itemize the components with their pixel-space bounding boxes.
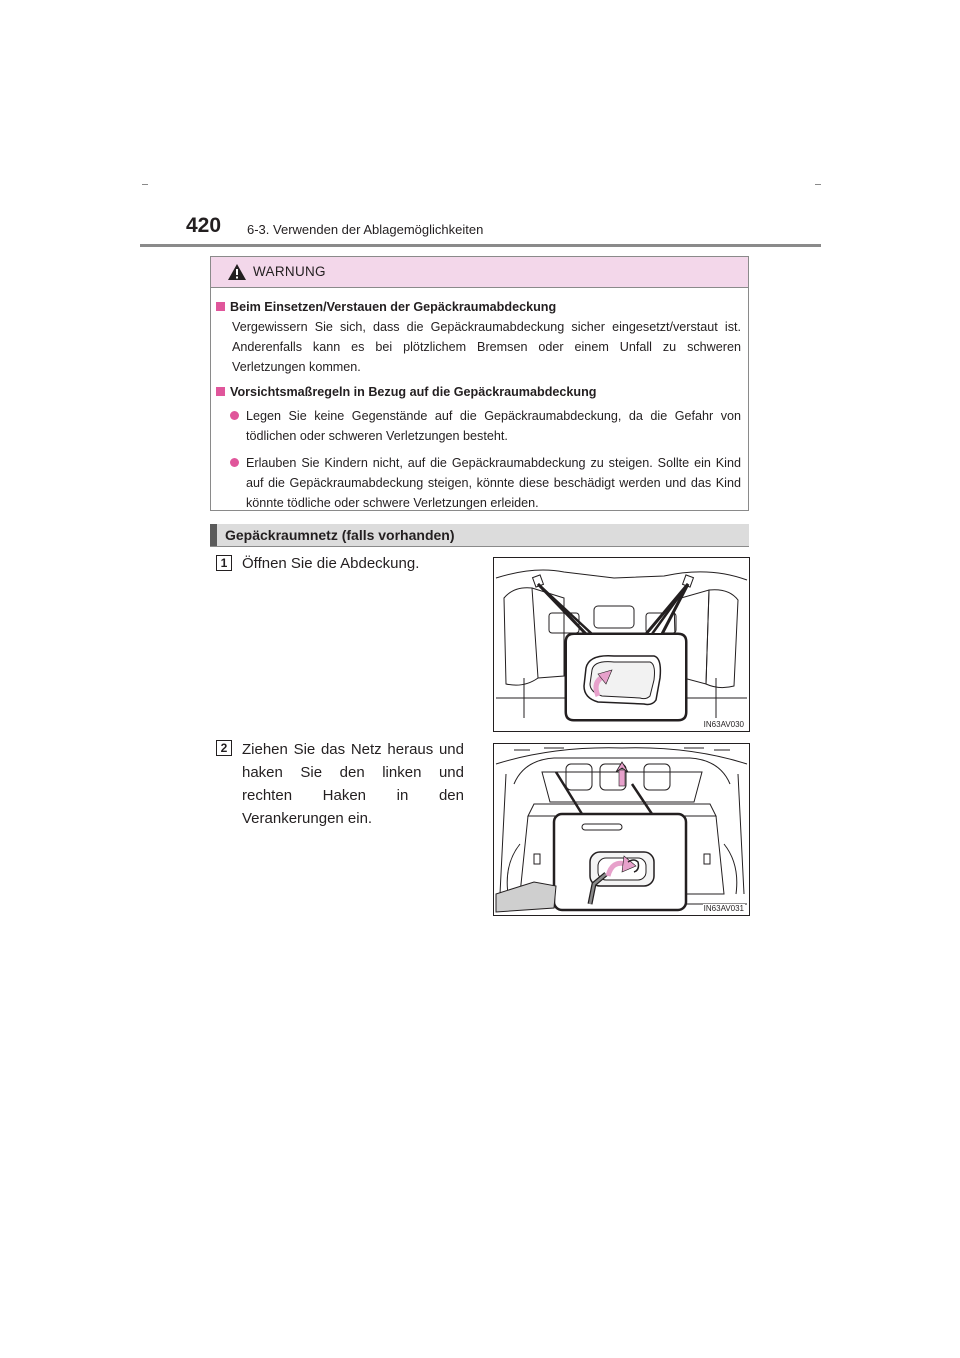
warning-bullet-2-text: Erlauben Sie Kindern nicht, auf die Gepäckraumabdeckung zu steigen. Sollte ein Kind auf die Gepäckraumabdeckung steigen, könnte diese beschädigt werden und das Kind könnte tödliche oder schwere Verletzungen erleiden.: [246, 456, 741, 510]
figure-open-cover: [493, 557, 750, 732]
bullet-dot-icon: [230, 411, 239, 420]
square-marker-icon: [216, 302, 225, 311]
section-header: 6-3. Verwenden der Ablagemöglichkeiten: [247, 222, 484, 237]
figure-code-1: IN63AV030: [703, 720, 744, 729]
warning-heading-2: [216, 382, 741, 402]
warning-heading-2-text: Vorsichtsmaßregeln in Bezug auf die Gepäckraumabdeckung: [230, 385, 597, 399]
step-number-2: 2: [216, 740, 232, 756]
section-title-bar: [210, 524, 749, 547]
crop-mark-left: [142, 184, 148, 185]
figure-hook-net: [493, 743, 750, 916]
section-bar-edge: [210, 524, 217, 546]
square-marker-icon: [216, 387, 225, 396]
step-text-2: Ziehen Sie das Netz heraus und haken Sie den linken und rechten Haken in den Verankerungen ein.: [242, 741, 464, 827]
warning-header: [211, 257, 748, 288]
warning-paragraph-1: Vergewissern Sie sich, dass die Gepäckraumabdeckung sicher eingesetzt/verstaut ist. Anderenfalls kann es bei plötzlichem Bremsen oder einem Unfall zu schweren Verletzungen kommen.: [232, 320, 741, 374]
warning-bullet-1: [216, 406, 741, 446]
figure-hook-net-drawing: [494, 744, 749, 915]
warning-title: WARNUNG: [253, 264, 326, 279]
step-text-1: Öffnen Sie die Abdeckung.: [242, 555, 420, 572]
header-rule: [140, 244, 821, 247]
warning-box: [210, 256, 749, 511]
warning-triangle-icon: [227, 263, 247, 281]
section-title: Gepäckraumnetz (falls vorhanden): [225, 527, 455, 543]
figure-open-cover-drawing: [494, 558, 749, 731]
bullet-dot-icon: [230, 458, 239, 467]
warning-heading-1-text: Beim Einsetzen/Verstauen der Gepäckraumabdeckung: [230, 300, 557, 314]
figure-code-2: IN63AV031: [703, 904, 744, 913]
warning-heading-1: [216, 297, 741, 317]
warning-bullet-2: [216, 453, 741, 513]
warning-body: [211, 288, 748, 513]
page-number: 420: [186, 214, 222, 237]
warning-bullet-1-text: Legen Sie keine Gegenstände auf die Gepäckraumabdeckung, da die Gefahr von tödlichen oder schweren Verletzungen besteht.: [246, 409, 741, 443]
step-number-1: 1: [216, 555, 232, 571]
crop-mark-right: [815, 184, 821, 185]
